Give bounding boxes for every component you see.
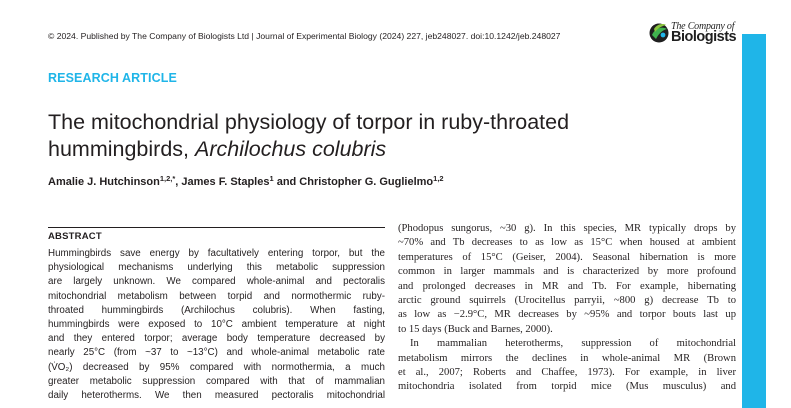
author-1-affiliation: 1,2,* (159, 174, 176, 183)
corresponding-author-mark: * (172, 174, 176, 183)
author-list (48, 174, 444, 188)
abstract-line: throated hummingbirds (Archilochus colubris). When fasting, (48, 304, 385, 316)
author-1[interactable]: Amalie J. Hutchinson (48, 176, 160, 188)
abstract-divider (48, 227, 385, 228)
body-line: ~70% and Tb decreases to as low as 15°C when housed at ambient (398, 237, 736, 249)
abstract-line: daily heterotherms. We then measured pectoralis mitochondrial (48, 390, 385, 402)
title-species: Archilochus colubris (194, 137, 387, 161)
body-line: to 15 days (Buck and Barnes, 2000). (398, 323, 553, 335)
abstract-line: mitochondrial metabolism between torpid and normothermic ruby- (48, 290, 385, 302)
body-line: mitochondria isolated from torpid mice (Mus musculus) and (398, 381, 736, 393)
company-of-biologists-emblem-icon (648, 20, 670, 44)
body-line: et al., 2007; Roberts and Chaffee, 1973). For example, in liver (398, 367, 736, 379)
abstract-heading: ABSTRACT (48, 231, 102, 242)
author-2-affiliation: 1 (269, 174, 274, 183)
logo-line-1: The Company of (671, 21, 735, 32)
article-title (48, 109, 688, 163)
body-text-column (398, 222, 736, 395)
logo-line-2: Biologists (671, 29, 737, 45)
author-2[interactable]: , James F. Staples (175, 176, 270, 188)
journal-citation-header: © 2024. Published by The Company of Biologists Ltd | Journal of Experimental Biology (2024) 227, jeb248027. doi:10.1242/jeb.248027 (48, 31, 561, 41)
author-3-affiliation: 1,2 (433, 174, 444, 183)
abstract-line: hummingbirds were exposed to 10°C ambient temperature at night (48, 319, 385, 331)
abstract-line: Hummingbirds save energy by facultatively entering torpor, but the (48, 248, 385, 259)
body-line: temperatures of 15°C (Geiser, 2004). Seasonal hibernation is more (398, 251, 736, 263)
abstract-line: and they entered torpor; average body temperature decreased by (48, 333, 385, 345)
title-main: The mitochondrial physiology of torpor in ruby-throated hummingbirds, (48, 110, 570, 161)
body-line: common in larger mammals and is characterized by more profound (398, 266, 736, 278)
abstract-text (48, 247, 385, 403)
side-color-bar (742, 34, 766, 408)
body-line: and prolonged decreases in MR and Tb. For example, hibernating (398, 280, 736, 292)
body-line: In mammalian heterotherms, suppression of mitochondrial (410, 338, 736, 350)
body-line: arctic ground squirrels (Urocitellus parryii, ~800 g) decrease Tb to (398, 295, 736, 307)
abstract-line: are largely unknown. We compared whole-animal and pectoralis (48, 276, 385, 288)
body-line: (Phodopus sungorus, ~30 g). In this species, MR typically drops by (398, 223, 736, 234)
abstract-line: physiological mechanisms underlying this metabolic suppression (48, 262, 385, 274)
body-line: metabolism mirrors the declines in whole-animal MR (Brown (398, 352, 736, 364)
author-3[interactable]: and Christopher G. Guglielmo (273, 176, 434, 188)
abstract-line: greater metabolic suppression compared with that of mammalian (48, 375, 385, 387)
article-type-label: RESEARCH ARTICLE (48, 71, 177, 85)
abstract-line: nearly 25°C (from ~37 to ~13°C) and whole-animal metabolic rate (48, 347, 385, 359)
abstract-line: (V̇O₂) decreased by 95% compared with normothermia, a much (48, 361, 385, 373)
publisher-logo[interactable] (648, 18, 738, 48)
body-line: as low as −2.9°C, MR decreases by ~95% and torpor bouts last up (398, 309, 736, 321)
